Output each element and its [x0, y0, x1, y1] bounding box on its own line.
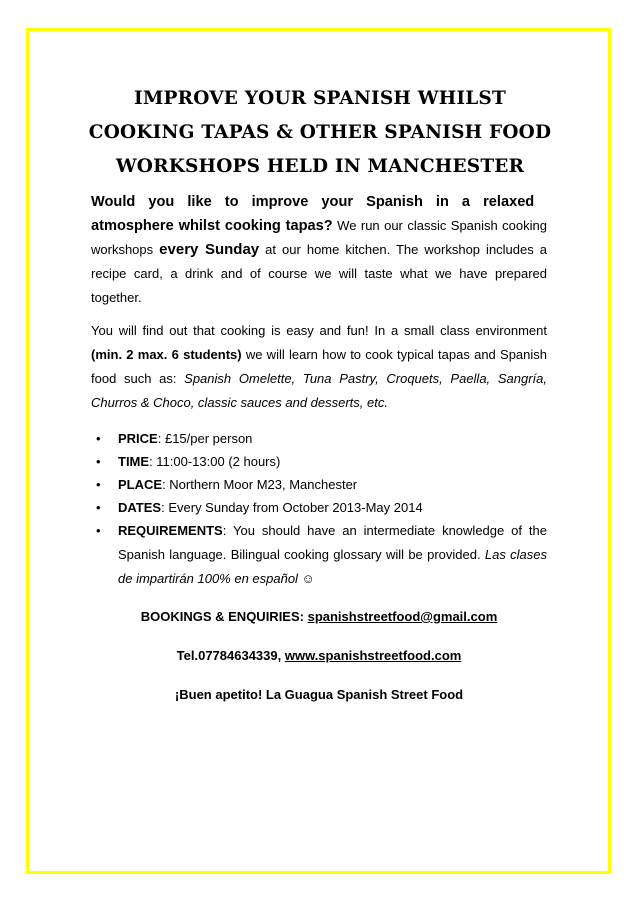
second-text-1: You will find out that cooking is easy and fun! In a small class environment [91, 323, 547, 338]
detail-requirements [91, 519, 547, 591]
detail-label: REQUIREMENTS [118, 523, 223, 538]
telephone: Tel.07784634339, [176, 648, 285, 663]
detail-label: PLACE [118, 477, 163, 492]
bullet-icon: • [96, 477, 101, 492]
class-size: (min. 2 max. 6 students) [91, 347, 242, 362]
detail-dates [91, 496, 547, 519]
detail-time [91, 450, 547, 473]
intro-emphasis: every Sunday [159, 241, 260, 258]
detail-text: : You should have an intermediate knowledge of the Spanish language. Bilingual cooking glossary will be provided. [118, 523, 547, 562]
intro-paragraph [91, 190, 547, 310]
detail-place [91, 473, 547, 496]
detail-text: : Northern Moor M23, Manchester [162, 477, 358, 492]
contact-line [91, 646, 547, 666]
website-link[interactable]: www.spanishstreetfood.com [284, 648, 462, 663]
intro-text-1: We run our classic Spanish cooking workshops [91, 218, 547, 257]
details-list [91, 427, 547, 591]
bullet-icon: • [96, 523, 101, 538]
title-line-1: IMPROVE YOUR SPANISH WHILST [134, 88, 506, 109]
detail-text: : 11:00-13:00 (2 hours) [149, 454, 281, 469]
title-line-3: WORKSHOPS HELD IN MANCHESTER [115, 156, 525, 177]
intro-text-2: at our home kitchen. The workshop includes a recipe card, a drink and of course we will taste what we have prepared together. [91, 242, 548, 305]
bullet-icon: • [96, 500, 101, 515]
language-note: Las clases de impartirán 100% en español ☺ [118, 547, 548, 586]
bookings-line [91, 607, 547, 627]
detail-label: DATES [118, 500, 162, 515]
detail-price [91, 427, 547, 450]
food-list: Spanish Omelette, Tuna Pastry, Croquets, Paella, Sangría, Churros & Choco, classic sauces and desserts, etc. [91, 371, 547, 410]
title-line-2: COOKING TAPAS & OTHER SPANISH FOOD [88, 122, 552, 143]
detail-label: PRICE [118, 431, 158, 446]
closing-text: ¡Buen apetito! La Guagua Spanish Street Food [174, 687, 464, 702]
closing-line [91, 685, 547, 705]
title-block [87, 82, 553, 184]
detail-text: : £15/per person [157, 431, 253, 446]
flyer-content [88, 82, 552, 705]
intro-bold-1: Would you like to improve your Spanish in a relaxed [91, 194, 535, 210]
intro-bold-2: atmosphere whilst cooking tapas? [91, 218, 333, 234]
bullet-icon: • [96, 454, 101, 469]
detail-label: TIME [118, 454, 150, 469]
second-text-2: we will learn how to cook typical tapas and Spanish food such as: [91, 347, 547, 386]
second-paragraph [91, 319, 547, 415]
email-link[interactable]: spanishstreetfood@gmail.com [307, 609, 498, 624]
bullet-icon: • [96, 431, 101, 446]
bookings-label: BOOKINGS & ENQUIRIES: [140, 609, 308, 624]
detail-text: : Every Sunday from October 2013-May 2014 [161, 500, 423, 515]
